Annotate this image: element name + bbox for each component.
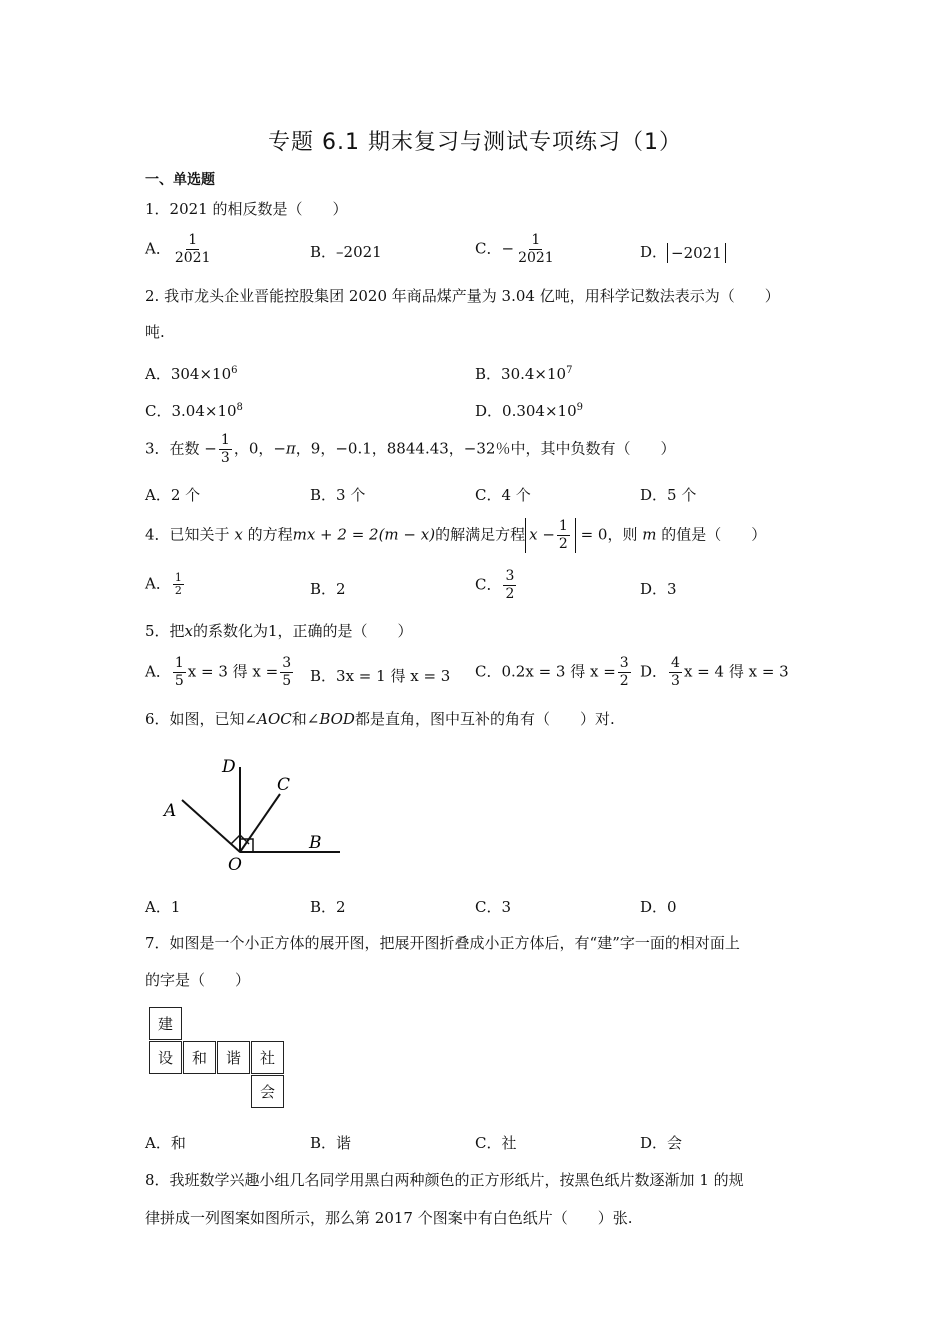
q5-option-a: A． $\frac{1}{5}$ x = 3 得 x = $\frac{3}{5}$ (145, 655, 292, 689)
q5-option-d: D． $\frac{4}{3}$ x = 4 得 x = 3 (640, 655, 789, 689)
q3-option-b: B．3 个 (310, 486, 366, 504)
q7-option-a: A．和 (145, 1134, 186, 1152)
q1-option-c: C．− $\frac{1}{2021}$ (475, 232, 554, 266)
q2-option-b: B．$30.4\times 10^7$ (475, 365, 573, 383)
q2-option-a: A．$304\times 10^6$ (145, 365, 238, 383)
label-o: O (228, 855, 242, 875)
question-7-line-2: 的字是（ ） (145, 971, 251, 989)
question-4-stem: 4．已知关于 x 的方程mx + 2 = 2(m − x)的解满足方程 x − $\frac{1}{2}$ = 0，则 m 的值是（ ） (145, 518, 767, 552)
cube-net-cell: 建 (149, 1007, 182, 1040)
question-8-line-1: 8．我班数学兴趣小组几名同学用黑白两种颜色的正方形纸片，按黑色纸片数逐渐加 1 的规 (145, 1171, 744, 1189)
q7-option-d: D．会 (640, 1134, 683, 1152)
q2-option-c: C．$3.04\times 10^8$ (145, 402, 243, 420)
cube-net-cell: 和 (183, 1041, 216, 1074)
q6-option-b: B．2 (310, 898, 346, 916)
label-a: A (164, 801, 177, 821)
q6-option-a: A．1 (145, 898, 181, 916)
q3-option-d: D．5 个 (640, 486, 697, 504)
section-heading: 一、单选题 (145, 172, 215, 188)
question-1-stem: 1．2021 的相反数是（ ） (145, 200, 348, 218)
q4-option-d: D．3 (640, 580, 677, 598)
q1-option-d: D． −2021 (640, 242, 726, 263)
q7-option-c: C．社 (475, 1134, 517, 1152)
page-title: 专题 6.1 期末复习与测试专项练习（1） (268, 130, 682, 155)
q1-option-a: A． $\frac{1}{2021}$ (145, 232, 211, 266)
question-2-line-1: 2. 我市龙头企业晋能控股集团 2020 年商品煤产量为 3.04 亿吨，用科学记数法表示为（ ） (145, 287, 780, 305)
q6-option-c: C．3 (475, 898, 512, 916)
q3-option-c: C．4 个 (475, 486, 531, 504)
question-7-line-1: 7．如图是一个小正方体的展开图，把展开图折叠成小正方体后，有“建”字一面的相对面上 (145, 934, 740, 952)
q4-option-b: B．2 (310, 580, 346, 598)
q7-option-b: B．谐 (310, 1134, 352, 1152)
label-b: B (309, 833, 322, 853)
q2-option-d: D．$0.304\times 10^9$ (475, 402, 583, 420)
question-2-line-2: 吨. (145, 323, 165, 341)
cube-net-cell: 社 (251, 1041, 284, 1074)
cube-net-cell: 设 (149, 1041, 182, 1074)
question-8-line-2: 律拼成一列图案如图所示，那么第 2017 个图案中有白色纸片（ ）张. (145, 1209, 633, 1227)
question-5-stem: 5．把x的系数化为1，正确的是（ ） (145, 622, 413, 640)
cube-net-cell: 会 (251, 1075, 284, 1108)
q4-option-c: C． $\frac{3}{2}$ (475, 568, 515, 602)
q1-option-b: B．–2021 (310, 243, 382, 261)
question-6-stem: 6．如图，已知∠AOC和∠BOD都是直角，图中互补的角有（ ）对. (145, 710, 615, 728)
cube-net-cell: 谐 (217, 1041, 250, 1074)
q5-option-c: C．0.2x = 3 得 x = $\frac{3}{2}$ (475, 655, 629, 689)
label-c: C (277, 775, 291, 795)
question-3-stem: 3．在数 − $\frac{1}{3}$ ，0，−π，9，−0.1，8844.43，−32％中，其中负数有（ ） (145, 432, 676, 466)
q3-option-a: A．2 个 (145, 486, 201, 504)
q5-option-b: B．3x = 1 得 x = 3 (310, 667, 451, 685)
ray-oc (240, 794, 280, 852)
q6-option-d: D．0 (640, 898, 677, 916)
angle-figure (150, 752, 350, 877)
q4-option-a: A． $\frac{1}{2}$ (145, 571, 182, 597)
label-d: D (222, 757, 236, 777)
